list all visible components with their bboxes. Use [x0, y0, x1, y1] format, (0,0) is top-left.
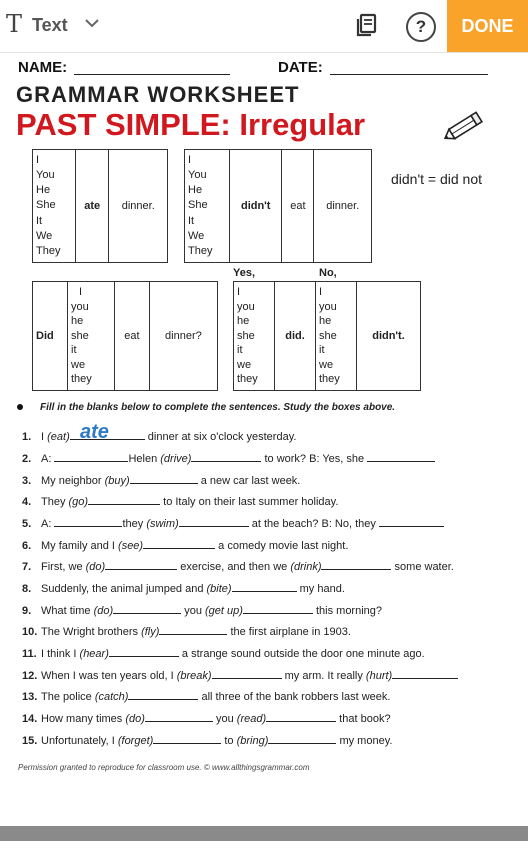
bullet-icon: [17, 404, 23, 410]
pronoun-list: [68, 282, 115, 391]
verb-hint: (drive): [160, 453, 192, 465]
question-item: [22, 518, 444, 530]
question-item: [22, 670, 458, 682]
verb-hint: (do): [125, 713, 145, 725]
text-mode-label[interactable]: Text: [32, 15, 68, 35]
question-text: at the beach? B: No, they: [248, 518, 379, 530]
answer-blank[interactable]: [321, 568, 391, 570]
yes-aux-cell: did.: [275, 282, 316, 391]
aux-cell: didn't: [230, 150, 282, 263]
pronoun: we: [319, 358, 334, 371]
question-number: 14.: [22, 713, 38, 725]
question-text: First, we: [41, 561, 86, 573]
question-number: 8.: [22, 583, 32, 595]
question-text: The police: [41, 691, 95, 703]
question-item: [22, 475, 300, 487]
question-text: exercise, and then we: [177, 561, 291, 573]
bottom-scroll-bar: [0, 826, 528, 841]
question-text: a new car last week.: [197, 475, 301, 487]
question-text: The Wright brothers: [41, 626, 142, 638]
pronoun: he: [319, 315, 332, 328]
pronoun: they: [319, 373, 340, 386]
answer-blank[interactable]: [105, 568, 177, 570]
object-cell: dinner.: [314, 150, 372, 263]
pronoun: She: [36, 199, 56, 212]
question-text: you: [181, 605, 205, 617]
verb-hint: (break): [176, 670, 212, 682]
question-number: 3.: [22, 475, 32, 487]
pronoun: he: [237, 315, 250, 328]
pronoun: I: [237, 286, 241, 299]
question-text: What time: [41, 605, 94, 617]
question-number: 12.: [22, 670, 38, 682]
pronoun: I: [188, 153, 192, 166]
verb-hint: (do): [93, 605, 114, 617]
verb-hint: (see): [118, 540, 144, 552]
question-number: 1.: [22, 431, 32, 443]
question-text: this morning?: [312, 605, 383, 617]
pronoun: she: [71, 329, 89, 342]
question-text: They: [41, 496, 69, 508]
question-text: some water.: [391, 561, 454, 573]
verb-hint: (hurt): [365, 670, 393, 682]
pronoun-list: [33, 150, 76, 263]
answer-blank[interactable]: [54, 460, 128, 462]
question-text: that book?: [336, 713, 391, 725]
help-icon[interactable]: [406, 12, 436, 42]
answer-blank[interactable]: [88, 503, 160, 505]
question-number: 2.: [22, 453, 32, 465]
question-text: to Italy on their last summer holiday.: [160, 496, 339, 508]
chevron-down-icon[interactable]: [84, 17, 100, 29]
object-cell: dinner.: [109, 150, 168, 263]
answer-blank[interactable]: [113, 612, 181, 614]
no-heading: No,: [319, 267, 337, 279]
answer-blank[interactable]: [266, 720, 336, 722]
copyright-footer: Permission granted to reproduce for classroom use. © www.allthingsgrammar.com: [18, 763, 310, 772]
question-item: [22, 540, 348, 552]
question-text: When I was ten years old, I: [41, 670, 177, 682]
pronoun: I: [319, 286, 323, 299]
pronoun: you: [71, 300, 89, 313]
question-number: 13.: [22, 691, 38, 703]
verb-hint: (go): [68, 496, 89, 508]
help-symbol: ?: [415, 17, 427, 36]
answer-blank[interactable]: [145, 720, 213, 722]
pronoun-list: [234, 282, 275, 391]
question-item: [22, 605, 382, 617]
worksheet-subtitle: PAST SIMPLE: Irregular: [16, 107, 366, 142]
answer-blank[interactable]: [143, 547, 215, 549]
question-number: 7.: [22, 561, 32, 573]
question-number: 11.: [22, 648, 37, 660]
pronoun-list: [316, 282, 357, 391]
answer-blank[interactable]: [392, 677, 458, 679]
worksheet-title: GRAMMAR WORKSHEET: [16, 82, 300, 107]
question-number: 5.: [22, 518, 32, 530]
verb-hint: (swim): [146, 518, 179, 530]
question-text: How many times: [41, 713, 126, 725]
date-label: DATE:: [278, 59, 323, 76]
answer-blank[interactable]: [232, 590, 297, 592]
pronoun: He: [188, 184, 203, 197]
pronoun: they: [237, 373, 258, 386]
pronoun: We: [188, 229, 205, 242]
answer-blank[interactable]: [159, 633, 227, 635]
pronoun: it: [237, 344, 243, 357]
pronoun: it: [71, 344, 77, 357]
question-text: A:: [41, 453, 55, 465]
verb-hint: (forget): [117, 735, 154, 747]
question-text: my arm. It really: [281, 670, 366, 682]
question-number: 15.: [22, 735, 38, 747]
pronoun: you: [237, 300, 255, 313]
pronoun: we: [71, 358, 86, 371]
question-number: 10.: [22, 626, 38, 638]
negative-table: [184, 149, 372, 263]
no-aux-cell: didn't.: [357, 282, 421, 391]
question-text: they: [122, 518, 147, 530]
name-label: NAME:: [18, 59, 68, 76]
editor-toolbar: [0, 0, 528, 53]
question-item: [22, 561, 454, 573]
answer-blank[interactable]: [191, 460, 261, 462]
question-text: I think I: [41, 648, 80, 660]
pronoun: she: [319, 329, 337, 342]
verb-cell: eat: [115, 282, 150, 391]
question-text: Helen: [128, 453, 161, 465]
question-text: the first airplane in 1903.: [227, 626, 351, 638]
done-button[interactable]: DONE: [447, 0, 528, 52]
answer-blank[interactable]: [243, 612, 313, 614]
verb-hint: (drink): [290, 561, 322, 573]
answer-blank[interactable]: [268, 742, 336, 744]
pronoun: you: [319, 300, 337, 313]
answer-blank[interactable]: [109, 655, 179, 657]
question-item: [22, 583, 345, 595]
question-text: my hand.: [296, 583, 345, 595]
pronoun: You: [188, 168, 207, 181]
answer-blank[interactable]: [130, 482, 198, 484]
verb-hint: (read): [236, 713, 267, 725]
question-text: I: [41, 431, 48, 443]
question-item: [22, 431, 296, 443]
pronoun: She: [188, 199, 208, 212]
pronoun: they: [71, 373, 92, 386]
answer-blank[interactable]: [379, 525, 444, 527]
answer-blank[interactable]: [128, 698, 198, 700]
question-text: dinner at six o'clock yesterday.: [144, 431, 297, 443]
question-number: 6.: [22, 540, 32, 552]
answer-blank[interactable]: [54, 525, 122, 527]
question-text: to: [221, 735, 237, 747]
text-tool-icon[interactable]: T: [6, 10, 23, 38]
question-table: [32, 281, 218, 391]
question-text: all three of the bank robbers last week.: [198, 691, 391, 703]
verb-cell: eat: [282, 150, 314, 263]
pronoun: I: [79, 286, 83, 299]
pronoun-list: [185, 150, 230, 263]
verb-hint: (hear): [79, 648, 109, 660]
pronoun: it: [319, 344, 325, 357]
contraction-note: didn't = did not: [391, 171, 483, 187]
question-item: [22, 453, 435, 465]
answer-blank[interactable]: [367, 460, 435, 462]
question-text: a comedy movie last night.: [215, 540, 349, 552]
question-item: [22, 691, 390, 703]
instructions: Fill in the blanks below to complete the sentences. Study the boxes above.: [40, 402, 396, 413]
worksheet-page: [0, 53, 528, 823]
verb-hint: (bite): [206, 583, 232, 595]
question-item: [22, 713, 391, 725]
verb-hint: (fly): [141, 626, 160, 638]
question-item: [22, 648, 425, 660]
name-blank[interactable]: [74, 74, 230, 75]
question-text: Suddenly, the animal jumped and: [41, 583, 207, 595]
short-answer-table: [233, 281, 421, 391]
question-text: a strange sound outside the door one minute ago.: [178, 648, 425, 660]
date-blank[interactable]: [330, 74, 488, 75]
verb-cell: ate: [76, 150, 109, 263]
pronoun: we: [237, 358, 252, 371]
object-cell: dinner?: [149, 282, 217, 391]
answer-blank[interactable]: [212, 677, 282, 679]
question-item: [22, 496, 338, 508]
question-text: Unfortunately, I: [41, 735, 118, 747]
pronoun: I: [36, 153, 40, 166]
answer-blank[interactable]: [179, 525, 249, 527]
pencil-icon: [442, 111, 486, 143]
pronoun: They: [36, 245, 61, 257]
pronoun: It: [188, 214, 195, 227]
answer-blank[interactable]: [153, 742, 221, 744]
question-number: 4.: [22, 496, 32, 508]
question-text: my money.: [336, 735, 393, 747]
verb-hint: (catch): [94, 691, 129, 703]
pronoun: You: [36, 168, 55, 181]
aux-cell: Did: [33, 282, 68, 391]
pronoun: she: [237, 329, 255, 342]
copy-icon[interactable]: [354, 13, 378, 37]
question-item: [22, 626, 351, 638]
pronoun: We: [36, 229, 53, 242]
verb-hint: (do): [85, 561, 106, 573]
yes-heading: Yes,: [233, 267, 256, 279]
question-text: to work? B: Yes, she: [261, 453, 368, 465]
question-text: you: [212, 713, 237, 725]
pronoun: He: [36, 184, 51, 197]
pronoun: he: [71, 315, 84, 328]
pronoun: It: [36, 214, 43, 227]
pronoun: They: [188, 245, 213, 257]
question-text: A:: [41, 518, 55, 530]
question-number: 9.: [22, 605, 32, 617]
question-text: My neighbor: [41, 475, 105, 487]
question-item: [22, 735, 392, 747]
verb-hint: (eat): [47, 431, 70, 443]
verb-hint: (bring): [236, 735, 269, 747]
question-text: My family and I: [41, 540, 119, 552]
verb-hint: (get up): [205, 605, 243, 617]
verb-hint: (buy): [104, 475, 130, 487]
affirmative-table: [32, 149, 168, 263]
handwritten-answer: ate: [80, 421, 109, 443]
